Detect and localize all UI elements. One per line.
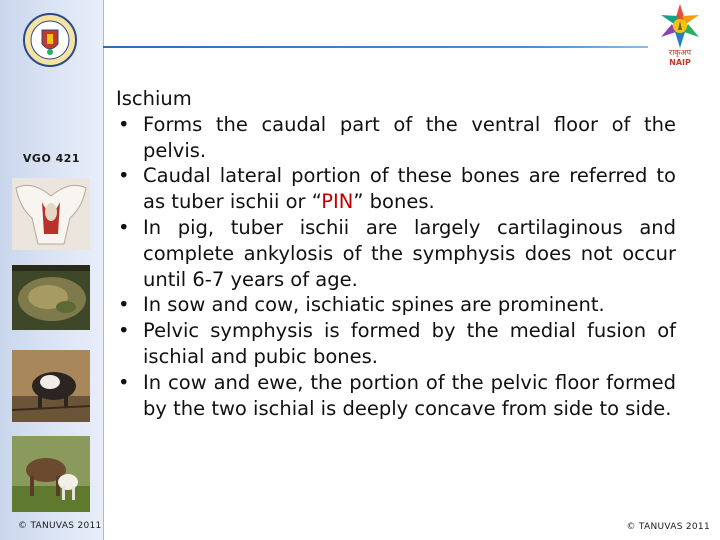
pin-highlight: PIN (321, 190, 354, 214)
sidebar (0, 0, 104, 540)
header-rule (103, 46, 648, 48)
svg-text:राकृअप: राकृअप (668, 48, 692, 57)
bullet-item: • In pig, tuber ischii are largely cartilaginous and complete ankylosis of the symphysis does not occur until 6-7 years of age. (116, 215, 676, 292)
cow-and-calf-image (12, 436, 90, 512)
bullet-item: • Forms the caudal part of the ventral floor of the pelvis. (116, 112, 676, 164)
bullet-item: • Pelvic symphysis is formed by the medial fusion of ischial and pubic bones. (116, 318, 676, 370)
pelvis-bone-image (12, 178, 90, 250)
footer-copyright: © TANUVAS 2011 (626, 522, 710, 532)
naip-logo-icon (644, 2, 716, 68)
bullet-text: Caudal lateral portion of these bones are referred to as tuber ischii or “ (143, 164, 676, 214)
slide-heading: Ischium (116, 87, 192, 110)
university-seal-icon (22, 12, 78, 68)
svg-text:NAIP: NAIP (669, 58, 691, 67)
course-code: VGO 421 (22, 152, 81, 165)
bullet-text: ” bones. (353, 190, 435, 214)
bullet-item: • In cow and ewe, the portion of the pelvic floor formed by the two ischial is deeply concave from side to side. (116, 370, 676, 422)
pig-image (12, 350, 90, 422)
bullet-item: • In sow and cow, ischiatic spines are prominent. (116, 292, 676, 318)
dissection-image (12, 265, 90, 330)
sidebar-copyright: © TANUVAS 2011 (18, 521, 102, 531)
bullet-list (116, 112, 676, 422)
slide-content (116, 86, 676, 421)
bullet-item (116, 163, 676, 215)
